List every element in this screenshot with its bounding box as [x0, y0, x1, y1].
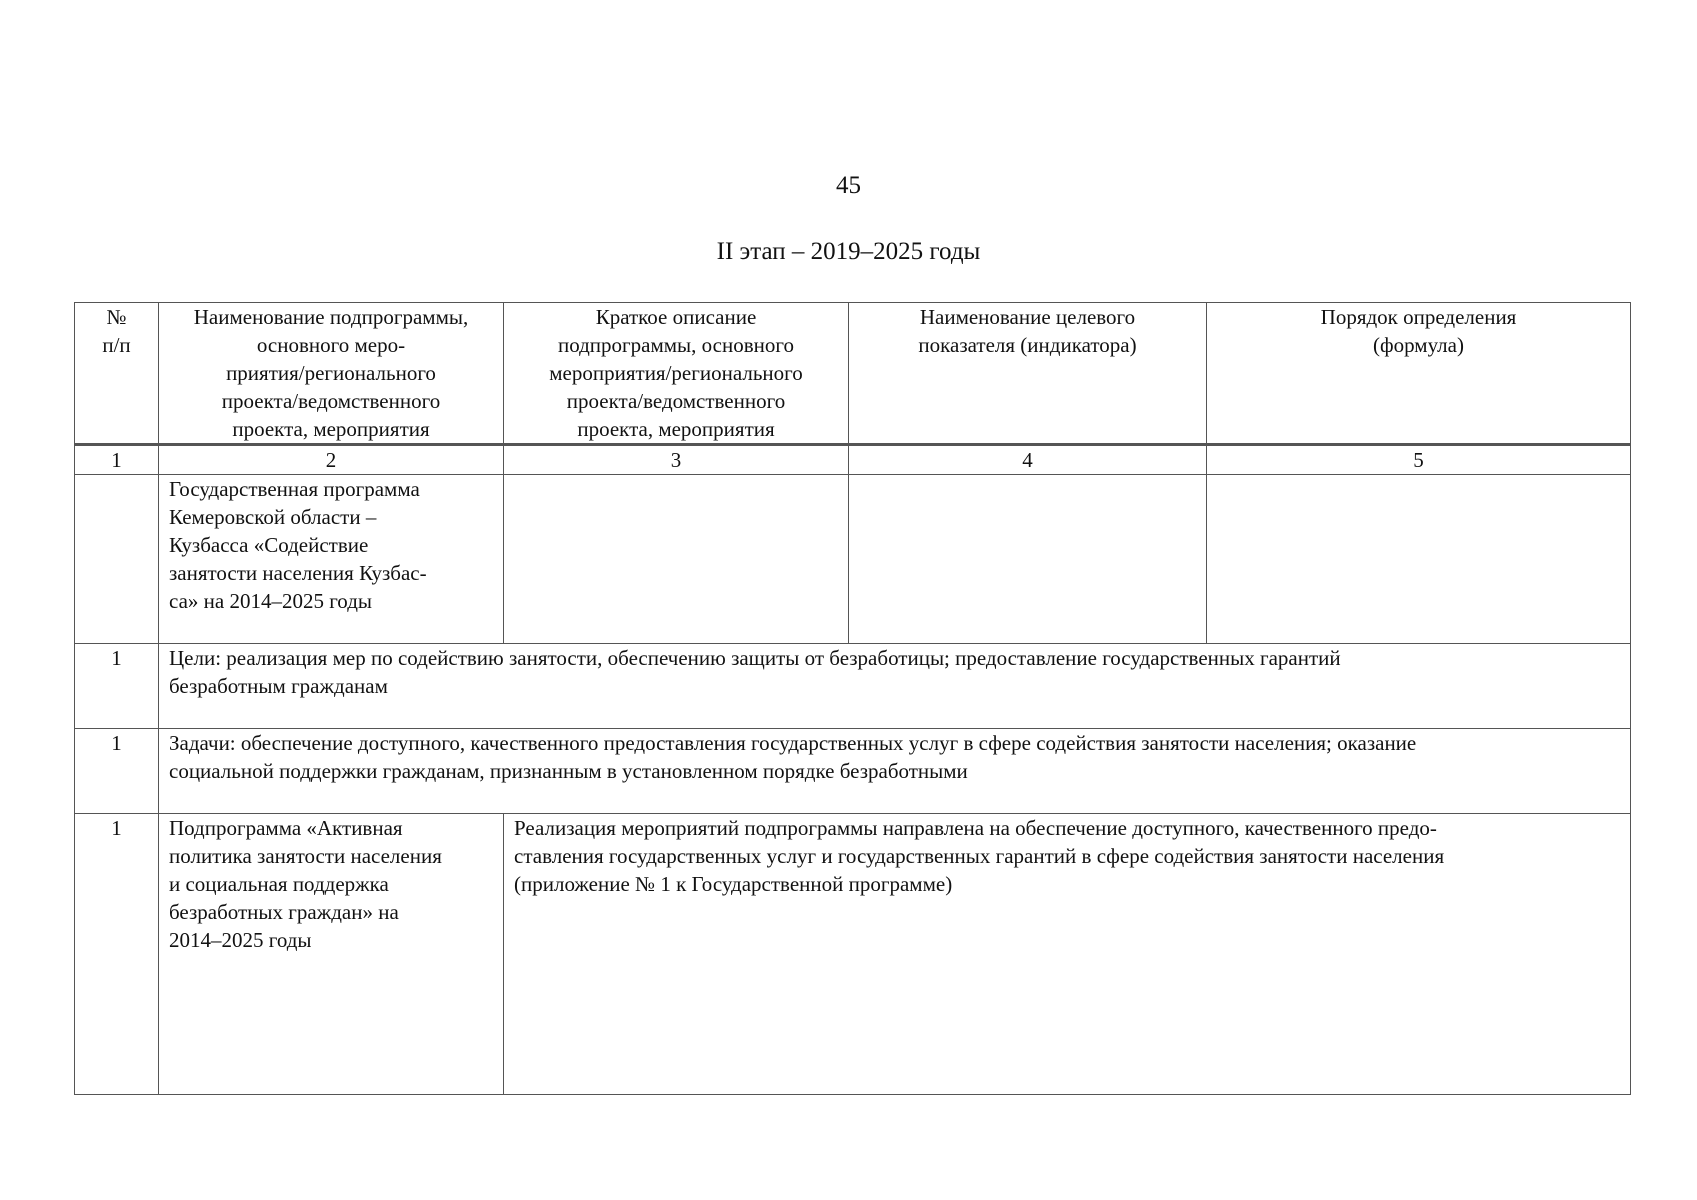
table-row-goals: [75, 644, 1631, 729]
table-row-program: [75, 475, 1631, 644]
column-number-cell: 3: [504, 445, 849, 475]
column-number-cell: 5: [1207, 445, 1631, 475]
subprogram-name-cell: Подпрограмма «Активная политика занятости населения и социальная поддержка безработных граждан» на 2014–2025 годы: [159, 814, 504, 1095]
header-cell-number: № п/п: [75, 303, 159, 445]
program-description-cell: [504, 475, 849, 644]
table-row-subprogram: [75, 814, 1631, 1095]
table-row-tasks: [75, 729, 1631, 814]
header-cell-indicator: Наименование целевого показателя (индикатора): [849, 303, 1207, 445]
column-number-cell: 4: [849, 445, 1207, 475]
program-indicator-cell: [849, 475, 1207, 644]
column-number-row: [75, 445, 1631, 475]
program-name-cell: Государственная программа Кемеровской области – Кузбасса «Содействие занятости населения Кузбас- са» на 2014–2025 годы: [159, 475, 504, 644]
table-header-row: [75, 303, 1631, 445]
tasks-cell: Задачи: обеспечение доступного, качественного предоставления государственных услуг в сфере содействия занятости населения; оказание социальной поддержки гражданам, признанным в установленном порядке безработными: [159, 729, 1631, 814]
program-table: [74, 302, 1631, 1095]
column-number-cell: 1: [75, 445, 159, 475]
row-number-cell: [75, 475, 159, 644]
program-formula-cell: [1207, 475, 1631, 644]
row-number-cell: 1: [75, 814, 159, 1095]
header-cell-description: Краткое описание подпрограммы, основного мероприятия/регионального проекта/ведомственного проекта, мероприятия: [504, 303, 849, 445]
row-number-cell: 1: [75, 729, 159, 814]
subprogram-description-cell: Реализация мероприятий подпрограммы направлена на обеспечение доступного, качественного предо- ставления государственных услуг и государственных гарантий в сфере содействия занятости населения (приложение № 1 к Государственной программе): [504, 814, 1631, 1095]
goals-cell: Цели: реализация мер по содействию занятости, обеспечению защиты от безработицы; предоставление государственных гарантий безработным гражданам: [159, 644, 1631, 729]
page-number: 45: [836, 172, 861, 199]
row-number-cell: 1: [75, 644, 159, 729]
header-cell-formula: Порядок определения (формула): [1207, 303, 1631, 445]
column-number-cell: 2: [159, 445, 504, 475]
stage-title: II этап – 2019–2025 годы: [716, 238, 981, 265]
header-cell-name: Наименование подпрограммы, основного меро- приятия/регионального проекта/ведомственного проекта, мероприятия: [159, 303, 504, 445]
